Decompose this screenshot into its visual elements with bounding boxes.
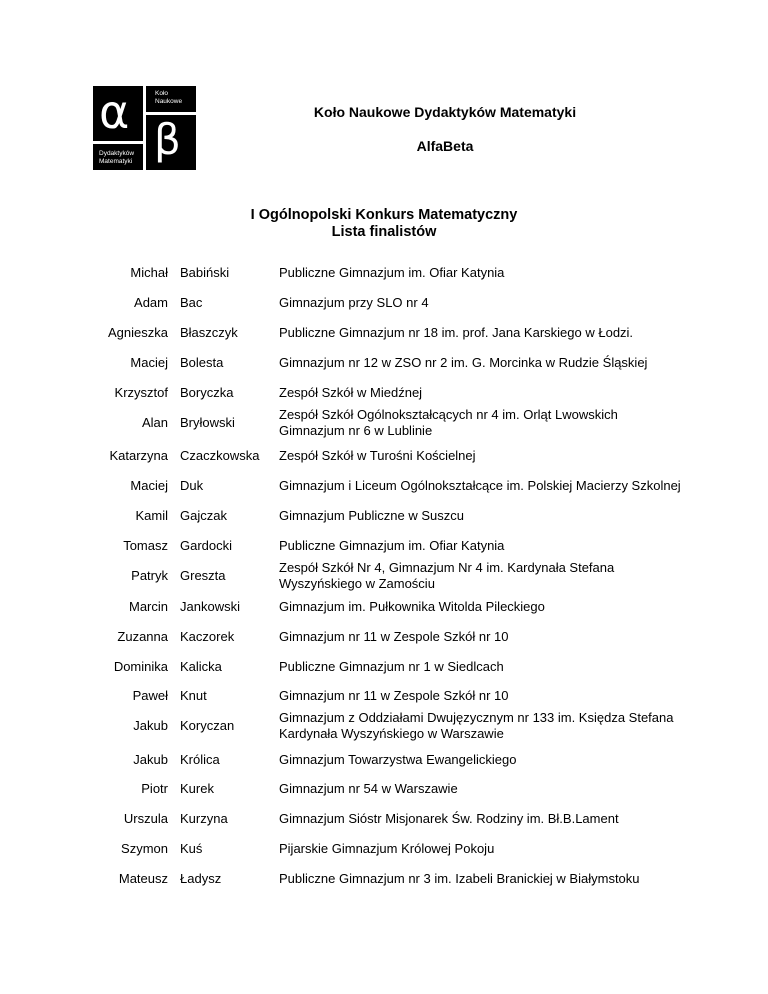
school-name [279,265,719,281]
last-name: Kurek [180,781,214,796]
beta-glyph: β [154,115,181,164]
school-line: Publiczne Gimnazjum im. Ofiar Katynia [279,538,505,553]
last-name: Knut [180,688,207,703]
last-name: Kuś [180,841,203,856]
school-name [279,448,719,464]
first-name: Alan [141,415,168,430]
finalist-row [0,560,768,592]
last-name: Babiński [180,265,230,280]
last-name: Czaczkowska [180,448,260,463]
school-line: Gimnazjum Sióstr Misjonarek Św. Rodziny im. Bł.B.Lament [279,811,619,826]
school-line: Gimnazjum Publiczne w Suszcu [279,508,464,523]
school-name [279,871,719,887]
logo-text-kolo-naukowe [155,90,182,106]
first-name: Agnieszka [108,325,168,340]
finalist-row [0,752,768,768]
first-name: Katarzyna [109,448,168,463]
org-short-name: AlfaBeta [416,138,474,154]
logo-text-line: Dydaktyków [99,150,135,157]
last-name: Bryłowski [180,415,235,430]
school-name [279,752,719,768]
finalist-row [0,385,768,401]
last-name: Bolesta [180,355,224,370]
first-name: Tomasz [123,538,168,553]
school-name [279,688,719,704]
finalist-row [0,599,768,615]
last-name: Gajczak [180,508,227,523]
first-name: Kamil [135,508,168,523]
school-line: Gimnazjum nr 11 w Zespole Szkół nr 10 [279,629,509,644]
logo-text-line: Koło [155,90,169,97]
school-line: Wyszyńskiego w Zamościu [279,576,435,591]
school-line: Gimnazjum nr 6 w Lublinie [279,423,433,438]
school-line: Zespół Szkół w Turośni Kościelnej [279,448,476,463]
logo-beta-block [146,115,196,170]
last-name: Kalicka [180,659,222,674]
logo-top-right-block [146,86,196,112]
school-name [279,841,719,857]
first-name: Maciej [130,478,168,493]
school-line: Kardynała Wyszyńskiego w Warszawie [279,726,504,741]
first-name: Patryk [131,568,168,583]
first-name: Krzysztof [114,385,168,400]
school-line: Zespół Szkół Nr 4, Gimnazjum Nr 4 im. Kardynała Stefana [279,560,615,575]
alpha-glyph: α [99,85,130,139]
first-name: Mateusz [118,871,168,886]
school-name [279,508,719,524]
last-name: Boryczka [180,385,234,400]
first-name: Jakub [133,752,168,767]
first-name: Marcin [128,599,168,614]
school-line: Publiczne Gimnazjum nr 3 im. Izabeli Branickiej w Białymstoku [279,871,640,886]
finalist-row [0,325,768,341]
first-name: Zuzanna [117,629,168,644]
school-line: Publiczne Gimnazjum nr 18 im. prof. Jana Karskiego w Łodzi. [279,325,634,340]
school-line: Gimnazjum im. Pułkownika Witolda Pileckiego [279,599,545,614]
school-name [279,710,719,742]
logo-text-dydaktykow [99,150,134,166]
finalist-row [0,871,768,887]
last-name: Duk [180,478,204,493]
finalist-row [0,841,768,857]
last-name: Ładysz [180,871,222,886]
finalist-row [0,659,768,675]
last-name: Gardocki [180,538,233,553]
school-name [279,659,719,675]
last-name: Greszta [180,568,226,583]
school-name [279,538,719,554]
school-line: Gimnazjum nr 11 w Zespole Szkół nr 10 [279,688,509,703]
finalist-row [0,448,768,464]
logo-text-line: Naukowe [155,98,183,105]
school-name [279,295,719,311]
finalist-row [0,710,768,742]
school-name [279,811,719,827]
logo-bottom-left-block [93,144,143,170]
school-line: Gimnazjum przy SLO nr 4 [279,295,429,310]
last-name: Kurzyna [180,811,228,826]
finalist-row [0,781,768,797]
first-name: Piotr [141,781,168,796]
finalist-row [0,478,768,494]
school-line: Gimnazjum Towarzystwa Ewangelickiego [279,752,517,767]
school-name [279,355,719,371]
school-name [279,385,719,401]
school-line: Gimnazjum z Oddziałami Dwujęzycznym nr 133 im. Księdza Stefana [279,710,674,725]
finalist-row [0,355,768,371]
last-name: Koryczan [180,718,235,733]
list-title: Lista finalistów [331,224,437,240]
school-name [279,478,719,494]
last-name: Jankowski [180,599,240,614]
finalist-row [0,295,768,311]
school-name [279,560,719,592]
last-name: Bac [180,295,203,310]
logo-text-line: Matematyki [99,158,133,165]
finalist-row [0,538,768,554]
finalist-row [0,811,768,827]
first-name: Jakub [133,718,168,733]
first-name: Paweł [132,688,168,703]
last-name: Kaczorek [180,629,235,644]
school-name [279,629,719,645]
school-name [279,599,719,615]
first-name: Urszula [123,811,168,826]
first-name: Dominika [113,659,168,674]
first-name: Szymon [121,841,168,856]
school-name [279,325,719,341]
school-line: Pijarskie Gimnazjum Królowej Pokoju [279,841,495,856]
last-name: Błaszczyk [180,325,238,340]
finalist-row [0,265,768,281]
finalist-row [0,407,768,439]
finalist-row [0,688,768,704]
school-line: Zespół Szkół Ogólnokształcących nr 4 im. Orląt Lwowskich [279,407,618,422]
first-name: Michał [130,265,168,280]
school-line: Gimnazjum nr 54 w Warszawie [279,781,458,796]
org-name: Koło Naukowe Dydaktyków Matematyki [313,104,577,120]
logo [93,86,196,170]
contest-title: I Ogólnopolski Konkurs Matematyczny [250,207,518,223]
finalist-row [0,508,768,524]
first-name: Maciej [130,355,168,370]
school-name [279,781,719,797]
logo-alpha-block [93,86,143,141]
school-line: Publiczne Gimnazjum im. Ofiar Katynia [279,265,505,280]
school-line: Gimnazjum i Liceum Ogólnokształcące im. Polskiej Macierzy Szkolnej [279,478,681,493]
school-name [279,407,719,439]
school-line: Zespół Szkół w Miedźnej [279,385,423,400]
last-name: Królica [180,752,220,767]
school-line: Gimnazjum nr 12 w ZSO nr 2 im. G. Morcinka w Rudzie Śląskiej [279,355,648,370]
school-line: Publiczne Gimnazjum nr 1 w Siedlcach [279,659,504,674]
first-name: Adam [134,295,168,310]
finalist-row [0,629,768,645]
